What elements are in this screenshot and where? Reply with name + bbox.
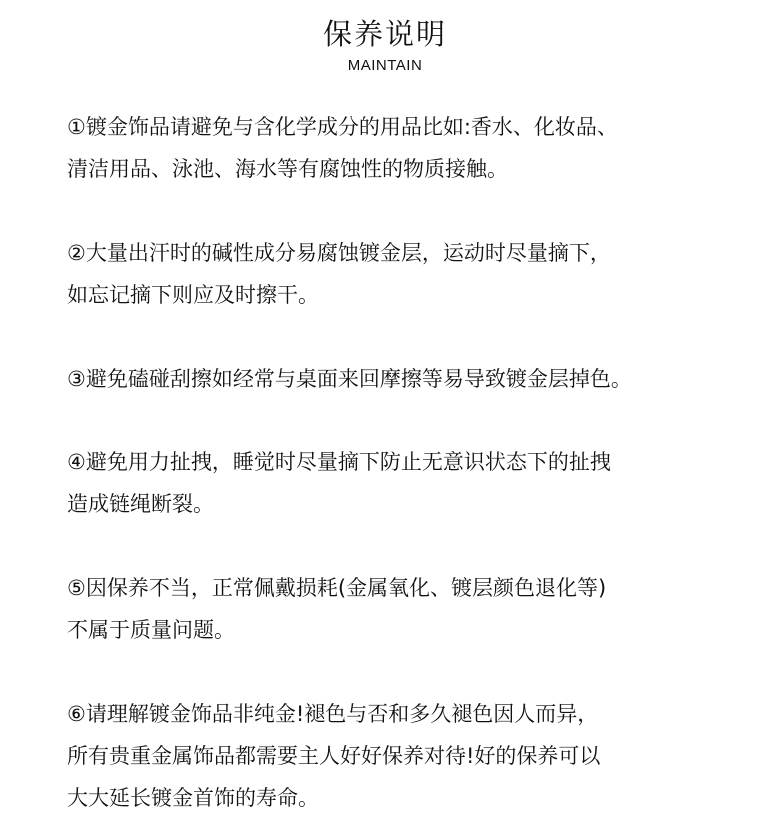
paragraph-line: 如忘记摘下则应及时擦干。: [67, 283, 319, 307]
care-paragraph-4: [67, 441, 757, 525]
paragraph-line: ⑤因保养不当，正常佩戴损耗(金属氧化、镀层颜色退化等): [67, 576, 607, 600]
paragraph-line: ⑥请理解镀金饰品非纯金!褪色与否和多久褪色因人而异，: [67, 702, 599, 726]
care-paragraph-1: [67, 106, 757, 190]
page-subtitle: MAINTAIN: [347, 57, 423, 74]
paragraph-line: 大大延长镀金首饰的寿命。: [67, 786, 319, 810]
paragraph-line: 所有贵重金属饰品都需要主人好好保养对待!好的保养可以: [67, 744, 601, 768]
care-paragraph-2: [67, 232, 757, 316]
paragraph-line: 造成链绳断裂。: [67, 492, 214, 516]
care-paragraph-6: [67, 693, 757, 819]
paragraph-line: 清洁用品、泳池、海水等有腐蚀性的物质接触。: [67, 157, 508, 181]
paragraph-line: ②大量出汗时的碱性成分易腐蚀镀金层，运动时尽量摘下，: [67, 241, 611, 265]
page-title: 保养说明: [322, 17, 447, 51]
paragraph-line: 不属于质量问题。: [67, 618, 235, 642]
paragraph-line: ④避免用力扯拽，睡觉时尽量摘下防止无意识状态下的扯拽: [67, 450, 611, 474]
paragraph-line: ③避免磕碰刮擦如经常与桌面来回摩擦等易导致镀金层掉色。: [67, 367, 632, 391]
paragraph-line: ①镀金饰品请避免与含化学成分的用品比如:香水、化妆品、: [67, 115, 618, 139]
care-paragraph-3: [67, 358, 757, 400]
care-paragraph-5: [67, 567, 757, 651]
